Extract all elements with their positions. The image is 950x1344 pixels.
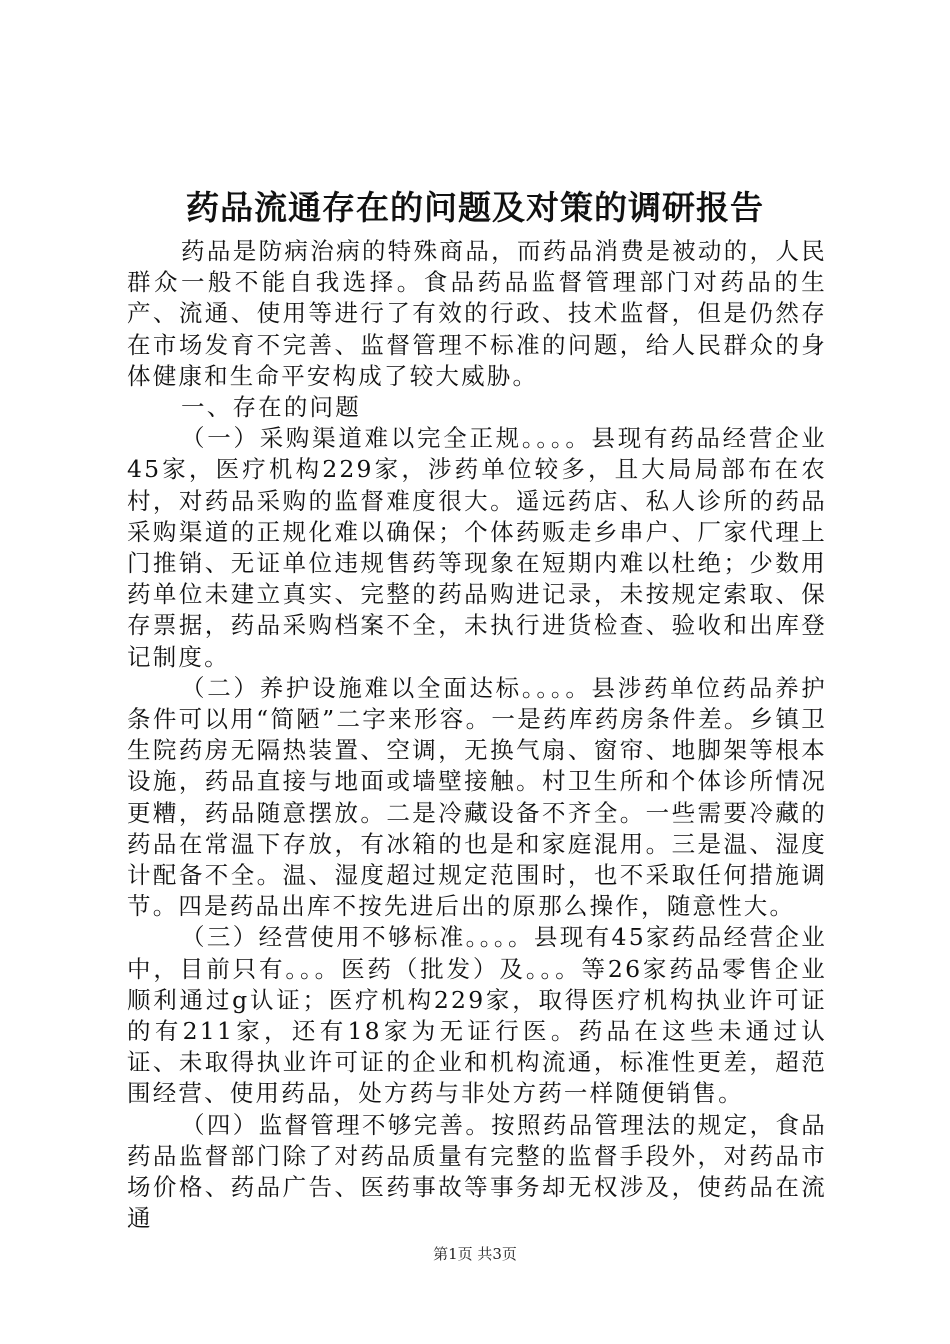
paragraph-supervision: （四）监督管理不够完善。按照药品管理法的规定，食品药品监督部门除了对药品质量有完整的监督手段外，对药品市场价格、药品广告、医药事故等事务却无权涉及，使药品在流通 — [127, 1110, 827, 1233]
paragraph-operation: （三）经营使用不够标准。。。。县现有45家药品经营企业中，目前只有。。。医药（批发）及。。。等26家药品零售企业顺利通过g认证；医疗机构229家，取得医疗机构执业许可证的有211家，还有18家为无证行医。药品在这些未通过认证、未取得执业许可证的企业和机构流通，标准性更差，超范围经营、使用药品，处方药与非处方药一样随便销售。 — [127, 923, 827, 1108]
paragraph-storage: （二）养护设施难以全面达标。。。。县涉药单位药品养护条件可以用“简陋”二字来形容。一是药库药房条件差。乡镇卫生院药房无隔热装置、空调，无换气扇、窗帘、地脚架等根本设施，药品直接与地面或墙壁接触。村卫生所和个体诊所情况更糟，药品随意摆放。二是冷藏设备不齐全。一些需要冷藏的药品在常温下存放，有冰箱的也是和家庭混用。三是温、湿度计配备不全。温、湿度超过规定范围时，也不采取任何措施调节。四是药品出库不按先进后出的原那么操作，随意性大。 — [127, 673, 827, 921]
paragraph-procurement: （一）采购渠道难以完全正规。。。。县现有药品经营企业45家，医疗机构229家，涉药单位较多，且大局局部布在农村，对药品采购的监督难度很大。遥远药店、私人诊所的药品采购渠道的正规化难以确保；个体药贩走乡串户、厂家代理上门推销、无证单位违规售药等现象在短期内难以杜绝；少数用药单位未建立真实、完整的药品购进记录，未按规定索取、保存票据，药品采购档案不全，未执行进货检查、验收和出库登记制度。 — [127, 424, 827, 671]
paragraph-intro: 药品是防病治病的特殊商品，而药品消费是被动的，人民群众一般不能自我选择。食品药品监督管理部门对药品的生产、流通、使用等进行了有效的行政、技术监督，但是仍然存在市场发育不完善、监督管理不标准的问题，给人民群众的身体健康和生命平安构成了较大威胁。 — [127, 237, 827, 390]
section-heading-problems: 一、存在的问题 — [181, 393, 361, 422]
document-body — [127, 236, 827, 1235]
document-title: 药品流通存在的问题及对策的调研报告 — [186, 188, 764, 227]
page-indicator: 第1页 共3页 — [433, 1245, 517, 1263]
